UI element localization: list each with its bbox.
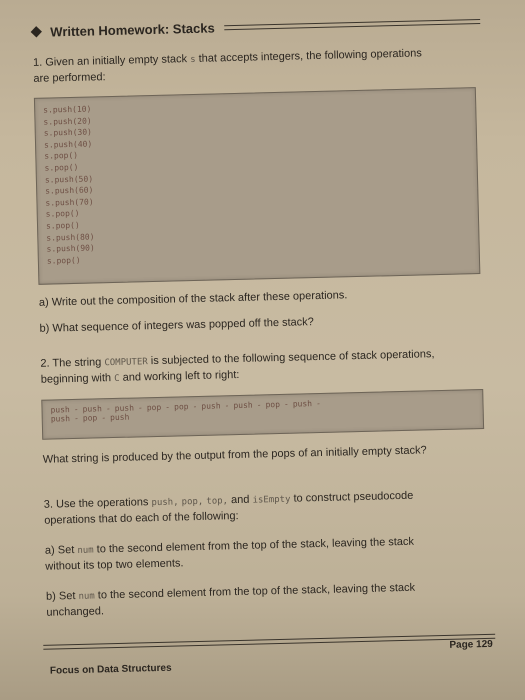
stack-op: push bbox=[110, 412, 130, 423]
q1-var-s: s bbox=[190, 54, 196, 66]
stack-op: push bbox=[201, 401, 221, 411]
page-number: Page 129 bbox=[449, 638, 493, 651]
header-rule bbox=[225, 18, 481, 29]
q3-b-text-3: unchanged. bbox=[46, 605, 105, 619]
code-line: s.push(70) bbox=[45, 197, 94, 208]
q2-intro-text-d: and working left to right: bbox=[122, 368, 240, 384]
q3-a-var: num bbox=[77, 545, 94, 556]
section-header bbox=[28, 9, 480, 44]
stack-op: push bbox=[292, 399, 313, 409]
page-content bbox=[28, 9, 496, 685]
code-line: s.push(50) bbox=[44, 174, 94, 185]
stack-op: pop bbox=[82, 413, 98, 423]
q3-a-text-2: to the second element from the top of the stack, leaving the stack bbox=[96, 535, 415, 556]
section-title: Written Homework: Stacks bbox=[50, 19, 215, 39]
q3-intro-text-c: operations that do each of the following: bbox=[44, 510, 239, 527]
q2-intro-text-c: beginning with bbox=[40, 372, 112, 386]
q2-intro-text-b: is subjected to the following sequence of stack operations, bbox=[150, 348, 435, 368]
q3-part-a bbox=[45, 533, 486, 575]
q2-ops-box bbox=[41, 389, 484, 440]
stack-op: pop bbox=[146, 402, 162, 413]
code-line: s.push(90) bbox=[46, 243, 95, 254]
q3-and: and bbox=[230, 493, 250, 507]
code-line: s.push(40) bbox=[43, 139, 93, 150]
stack-op: - bbox=[137, 403, 143, 413]
q2-question: What string is produced by the output from the pops of an initially empty stack? bbox=[42, 444, 427, 466]
stack-op: - bbox=[224, 401, 230, 411]
q1-intro bbox=[33, 45, 474, 87]
q1-intro-text-c: are performed: bbox=[33, 71, 106, 85]
code-line: s.pop() bbox=[46, 255, 81, 266]
stack-op: push bbox=[50, 405, 70, 415]
q2-intro-text-a: 2. The string bbox=[40, 356, 102, 370]
stack-op: - bbox=[283, 399, 289, 409]
q3-a-text-3: without its top two elements. bbox=[45, 557, 184, 573]
q3-op-push: push, bbox=[151, 497, 179, 509]
stack-op: pop bbox=[265, 399, 281, 410]
stack-op: push bbox=[114, 403, 135, 413]
q3-op-isempty: isEmpty bbox=[252, 494, 291, 506]
stack-op: push bbox=[82, 404, 102, 414]
code-line: s.pop() bbox=[45, 220, 80, 231]
code-line: s.push(60) bbox=[45, 185, 94, 196]
code-line: s.pop() bbox=[45, 209, 80, 219]
q3-b-var: num bbox=[78, 591, 95, 602]
stack-op: - bbox=[192, 401, 198, 412]
q1-code-lines bbox=[35, 88, 479, 267]
stack-op: - bbox=[73, 413, 79, 423]
q3-intro bbox=[44, 487, 485, 529]
code-line: s.push(30) bbox=[43, 127, 93, 138]
stack-op: push bbox=[233, 400, 253, 411]
q1-intro-text-b: that accepts integers, the following operations bbox=[198, 47, 422, 65]
code-line: s.push(80) bbox=[46, 231, 95, 243]
stack-op: - bbox=[73, 404, 79, 414]
code-line: s.pop() bbox=[44, 162, 79, 173]
q3-op-pop: pop, bbox=[181, 496, 204, 508]
stack-op: - bbox=[256, 400, 262, 410]
q2-word: COMPUTER bbox=[104, 357, 148, 369]
diamond-bullet-icon bbox=[31, 26, 42, 37]
stack-op: - bbox=[315, 398, 321, 409]
q1-part-b: b) What sequence of integers was popped off the stack? bbox=[39, 316, 314, 335]
q3-b-text-1: b) Set bbox=[45, 590, 76, 603]
book-title: Focus on Data Structures bbox=[49, 662, 172, 677]
q3-a-text-1: a) Set bbox=[44, 544, 75, 557]
q3-b-text-2: to the second element from the top of the stack, leaving the stack bbox=[97, 581, 416, 602]
code-line: s.push(10) bbox=[43, 104, 92, 115]
stack-op: - bbox=[165, 402, 171, 412]
q3-intro-text-a: 3. Use the operations bbox=[43, 496, 149, 511]
code-line: s.push(20) bbox=[43, 116, 92, 127]
stack-op: pop bbox=[173, 402, 189, 412]
code-line: s.pop() bbox=[44, 151, 79, 162]
q1-intro-text-a: 1. Given an initially empty stack bbox=[32, 53, 188, 69]
q2-intro bbox=[40, 346, 481, 389]
q3-intro-text-b: to construct pseudocode bbox=[293, 489, 414, 505]
q1-code-box bbox=[34, 87, 480, 285]
stack-op: push bbox=[50, 414, 71, 424]
q2-letter-c: C bbox=[114, 373, 120, 384]
q3-op-top: top, bbox=[206, 496, 229, 507]
stack-op: - bbox=[105, 404, 111, 414]
q3-part-b bbox=[46, 579, 487, 621]
q1-part-a: a) Write out the composition of the stack after these operations. bbox=[38, 289, 348, 309]
footer-rule bbox=[43, 634, 495, 650]
stack-op: - bbox=[101, 413, 107, 423]
